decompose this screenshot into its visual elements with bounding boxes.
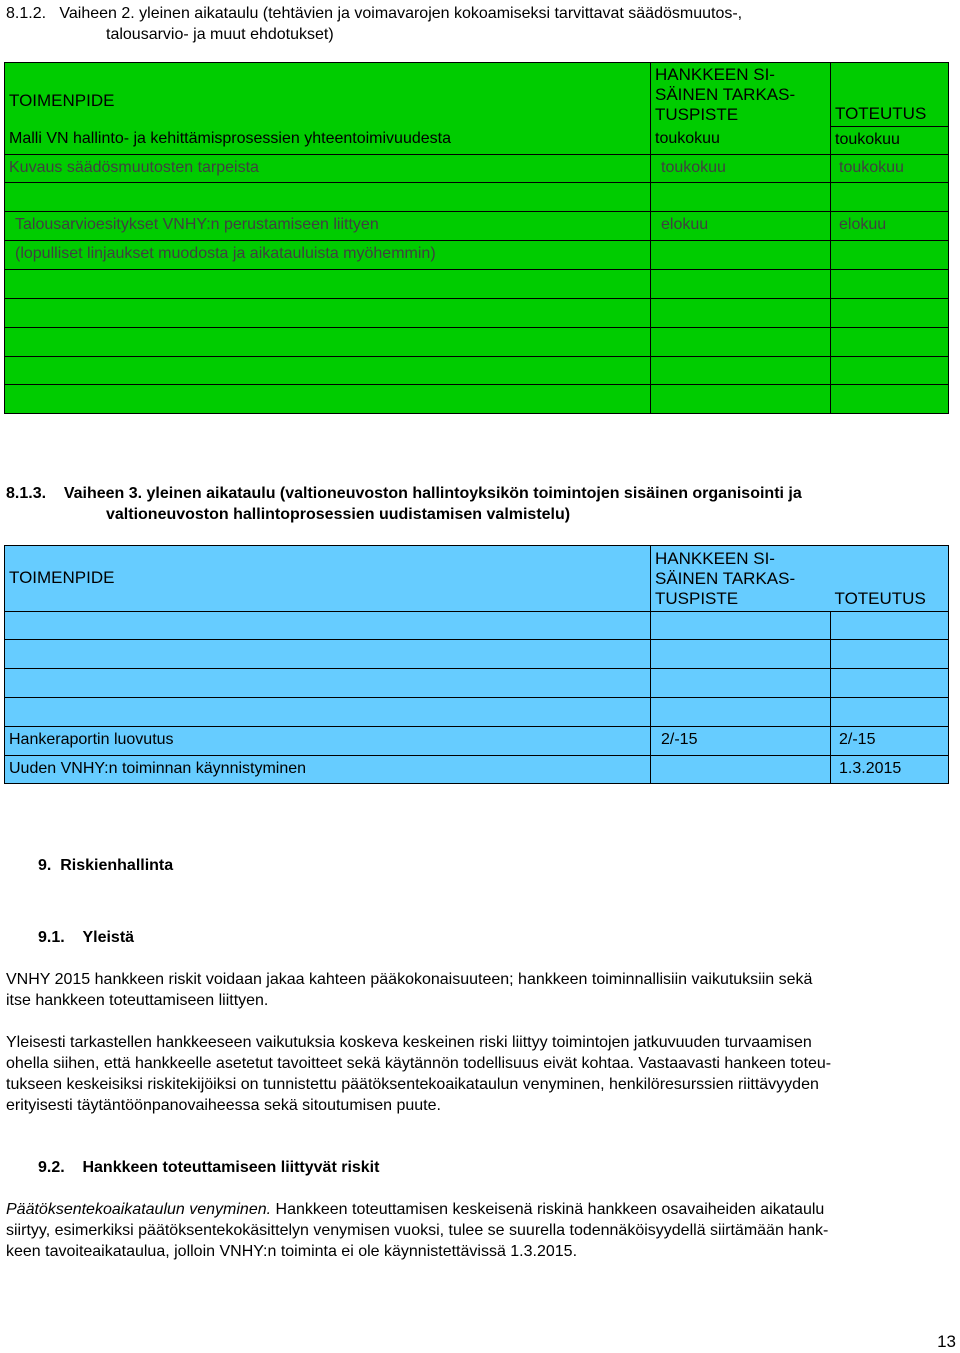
section-title: Riskienhallinta: [60, 857, 174, 874]
table-row-empty: [5, 612, 949, 640]
table-row: [5, 212, 949, 241]
section-number: 9.1.: [38, 929, 65, 946]
row-task: (lopulliset linjaukset muodosta ja aikatauluista myöhemmin): [5, 241, 651, 270]
paragraph-line: itse hankkeen toteuttamiseen liittyen.: [6, 992, 269, 1009]
paragraph-decision-delay: [6, 1199, 956, 1262]
schedule-table-phase-2: [4, 62, 949, 414]
row-check: elokuu: [651, 212, 831, 241]
row-task: Malli VN hallinto- ja kehittämisprosessien yhteentoimivuudesta: [5, 127, 651, 155]
header-toimenpide: TOIMENPIDE: [5, 546, 651, 612]
row-task: Talousarvioesitykset VNHY:n perustamiseen liittyen: [5, 212, 651, 241]
paragraph-risks-general: [6, 1032, 956, 1116]
schedule-table-phase-3: [4, 545, 949, 784]
section-8-1-3-heading: [6, 483, 802, 504]
section-number: 9.2.: [38, 1159, 65, 1176]
header-checkpoint: [651, 63, 831, 127]
table-row-empty: [5, 183, 949, 212]
section-title: Vaiheen 2. yleinen aikataulu (tehtävien ja voimavarojen kokoamiseksi tarvittavat säädösmuutos-,: [59, 5, 743, 22]
paragraph-line: siirtyy, esimerkiksi päätöksentekokäsittelyn venymisen vuoksi, tulee se suurella todennäköisyydellä siirtämään hank-: [6, 1222, 829, 1239]
row-check: 2/-15: [651, 727, 831, 756]
table-row: [5, 756, 949, 784]
row-check: [651, 241, 831, 270]
row-done: 1.3.2015: [831, 756, 949, 784]
page-number: 13: [937, 1332, 956, 1351]
table-row: [5, 727, 949, 756]
header-checkpoint-line: SÄINEN TARKAS-: [655, 569, 796, 588]
table-row: [5, 241, 949, 270]
table-row-empty: [5, 299, 949, 328]
table-header-row: [5, 63, 949, 127]
section-9-1-heading: [38, 927, 134, 948]
table-row-empty: [5, 698, 949, 727]
header-checkpoint: [651, 546, 831, 612]
header-checkpoint-line: TUSPISTE: [655, 589, 739, 608]
section-number: 8.1.3.: [6, 485, 47, 502]
section-9-heading: [38, 855, 173, 876]
section-8-1-3-heading-cont: valtioneuvoston hallintoprosessien uudistamisen valmistelu): [106, 506, 571, 523]
row-done: toukokuu: [831, 127, 949, 155]
section-number: 9.: [38, 857, 52, 874]
header-toteutus: TOTEUTUS: [831, 546, 949, 612]
row-done: toukokuu: [831, 155, 949, 183]
paragraph-line: Yleisesti tarkastellen hankkeeseen vaikutuksia koskeva keskeinen riski liittyy toimintojen jatkuvuuden turvaamisen: [6, 1034, 812, 1051]
section-title: Vaiheen 3. yleinen aikataulu (valtioneuvoston hallintoyksikön toimintojen sisäinen organisointi ja: [63, 485, 802, 502]
section-9-2-heading: [38, 1157, 379, 1178]
row-task: Kuvaus säädösmuutosten tarpeista: [5, 155, 651, 183]
section-8-1-2-heading: [6, 3, 742, 24]
section-8-1-2-heading-cont: talousarvio- ja muut ehdotukset): [106, 26, 334, 43]
paragraph-line: erityisesti täytäntöönpanovaiheessa sekä sitoutumisen puute.: [6, 1097, 441, 1114]
header-checkpoint-line: TUSPISTE: [655, 104, 739, 124]
row-task: Hankeraportin luovutus: [5, 727, 651, 756]
row-task: Uuden VNHY:n toiminnan käynnistyminen: [5, 756, 651, 784]
row-check: toukokuu: [651, 127, 831, 155]
italic-lead: Päätöksentekoaikataulun venyminen.: [6, 1201, 272, 1218]
table-row: [5, 127, 949, 155]
row-check: toukokuu: [651, 155, 831, 183]
table-row-empty: [5, 640, 949, 669]
paragraph-line: Hankkeen toteuttamisen keskeisenä riskinä hankkeen osavaiheiden aikataulu: [271, 1201, 825, 1218]
paragraph-line: ohella siihen, että hankkeelle asetetut tavoitteet sekä käytännön todellisuus eivät kohtaa. Vastaavasti hankeen toteu-: [6, 1055, 832, 1072]
paragraph-line: VNHY 2015 hankkeen riskit voidaan jakaa kahteen pääkokonaisuuteen; hankkeen toiminnallisiin vaikutuksiin sekä: [6, 971, 813, 988]
paragraph-line: tukseen keskeisiksi riskitekijöiksi on tunnistettu päätöksentekoaikataulun venyminen, henkilöresurssien riittävyyden: [6, 1076, 819, 1093]
table-row-empty: [5, 357, 949, 385]
paragraph-line: keen tavoiteaikataulua, jolloin VNHY:n toiminta ei ole käynnistettävissä 1.3.2015.: [6, 1243, 578, 1260]
paragraph-risks-intro: [6, 969, 956, 1011]
table-row-empty: [5, 385, 949, 414]
header-checkpoint-line: HANKKEEN SI-: [655, 64, 775, 84]
header-checkpoint-line: SÄINEN TARKAS-: [655, 84, 796, 104]
row-done: [831, 241, 949, 270]
header-toimenpide: TOIMENPIDE: [5, 63, 651, 127]
row-done: 2/-15: [831, 727, 949, 756]
row-check: [651, 756, 831, 784]
table-header-row: [5, 546, 949, 612]
section-number: 8.1.2.: [6, 5, 47, 22]
header-checkpoint-line: HANKKEEN SI-: [655, 549, 775, 568]
table-row: [5, 155, 949, 183]
table-row-empty: [5, 669, 949, 698]
header-toteutus: TOTEUTUS: [831, 63, 949, 127]
section-title: Yleistä: [82, 929, 135, 946]
table-row-empty: [5, 270, 949, 299]
row-done: elokuu: [831, 212, 949, 241]
section-title: Hankkeen toteuttamiseen liittyvät riskit: [82, 1159, 380, 1176]
table-row-empty: [5, 328, 949, 357]
